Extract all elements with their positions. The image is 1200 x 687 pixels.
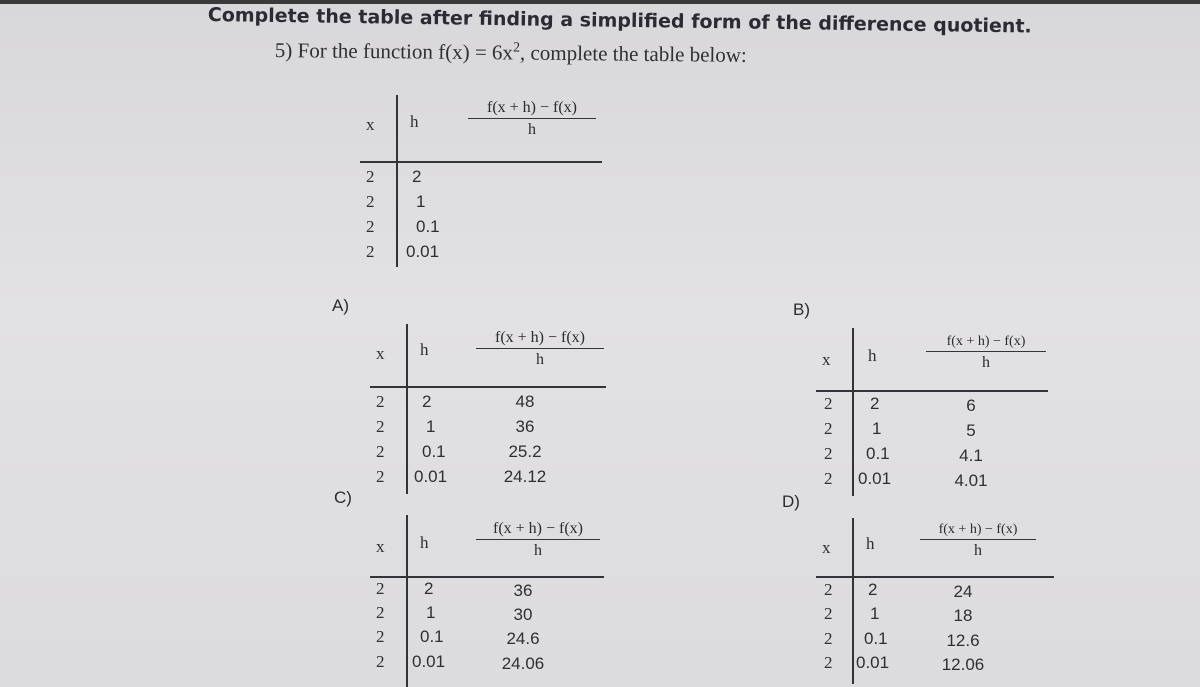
dq-value: 36	[515, 417, 535, 436]
x-value: 2	[824, 394, 833, 413]
header-h: h	[410, 112, 419, 131]
column-divider	[396, 95, 398, 267]
dq-value: 12.06	[941, 655, 985, 674]
header-h: h	[420, 340, 429, 359]
dq-numerator: f(x + h) − f(x)	[476, 329, 604, 349]
x-value: 2	[824, 444, 833, 463]
top-edge-bar	[0, 0, 1200, 4]
h-value: 1	[870, 604, 880, 623]
h-value: 0.01	[412, 652, 446, 671]
dq-value: 4.1	[959, 446, 983, 465]
h-value: 1	[872, 419, 882, 438]
h-value: 0.1	[422, 442, 446, 461]
dq-value: 48	[515, 392, 535, 411]
h-value: 1	[426, 417, 436, 436]
dq-value: 18	[953, 606, 973, 625]
x-value: 2	[376, 467, 385, 486]
x-value: 2	[824, 629, 833, 648]
dq-denominator: h	[528, 121, 536, 138]
h-value: 0.01	[406, 242, 440, 261]
x-value: 2	[366, 242, 375, 261]
x-value: 2	[376, 392, 385, 411]
dq-value: 24.6	[506, 629, 540, 648]
column-divider	[852, 518, 854, 684]
dq-value: 12.6	[946, 631, 980, 650]
h-value: 0.01	[856, 653, 890, 672]
dq-numerator: f(x + h) − f(x)	[926, 334, 1046, 352]
dq-value: 30	[513, 605, 533, 624]
h-value: 2	[868, 580, 878, 599]
header-underline	[816, 576, 1054, 578]
dq-denominator: h	[974, 542, 982, 559]
column-divider	[406, 515, 408, 687]
h-value: 0.1	[420, 627, 444, 646]
x-value: 2	[824, 580, 833, 599]
option-c-label[interactable]: C)	[334, 488, 352, 507]
header-underline	[370, 576, 604, 578]
dq-denominator: h	[534, 542, 542, 559]
header-h: h	[420, 533, 429, 552]
x-value: 2	[376, 442, 385, 461]
x-value: 2	[824, 469, 833, 488]
dq-value: 24	[953, 582, 973, 601]
x-value: 2	[366, 167, 375, 186]
h-value: 2	[424, 579, 434, 598]
header-x: x	[366, 115, 375, 134]
dq-value: 36	[513, 581, 533, 600]
dq-denominator: h	[982, 354, 990, 371]
x-value: 2	[376, 579, 385, 598]
h-value: 0.1	[416, 217, 440, 236]
question-text	[275, 38, 747, 68]
h-value: 1	[416, 192, 426, 211]
header-difference-quotient	[920, 522, 1036, 560]
h-value: 0.1	[864, 629, 888, 648]
dq-value: 24.06	[501, 654, 545, 673]
header-x: x	[822, 350, 831, 369]
question-suffix: , complete the table below:	[519, 40, 747, 67]
header-underline	[370, 386, 606, 388]
question-exponent: 2	[512, 40, 521, 56]
x-value: 2	[824, 419, 833, 438]
x-value: 2	[824, 653, 833, 672]
h-value: 2	[870, 394, 880, 413]
h-value: 1	[426, 603, 436, 622]
h-value: 2	[412, 167, 422, 186]
header-h: h	[866, 534, 875, 553]
header-difference-quotient	[468, 99, 596, 139]
header-underline	[816, 390, 1048, 392]
column-divider	[406, 324, 408, 494]
x-value: 2	[824, 604, 833, 623]
dq-value: 6	[966, 396, 976, 415]
h-value: 2	[422, 392, 432, 411]
dq-numerator: f(x + h) − f(x)	[920, 522, 1036, 540]
header-difference-quotient	[476, 520, 600, 560]
x-value: 2	[366, 217, 375, 236]
header-x: x	[822, 538, 831, 557]
option-b-label[interactable]: B)	[793, 300, 810, 319]
header-difference-quotient	[476, 329, 604, 369]
dq-value: 24.12	[503, 467, 547, 486]
header-difference-quotient	[926, 334, 1046, 372]
option-a-label[interactable]: A)	[332, 296, 349, 315]
h-value: 0.01	[414, 467, 448, 486]
dq-numerator: f(x + h) − f(x)	[468, 99, 596, 119]
instruction-title: Complete the table after finding a simplified form of the difference quotient.	[207, 4, 1032, 38]
x-value: 2	[376, 652, 385, 671]
header-x: x	[376, 537, 385, 556]
h-value: 0.01	[858, 469, 892, 488]
x-value: 2	[366, 192, 375, 211]
dq-value: 5	[966, 421, 976, 440]
option-d-label[interactable]: D)	[782, 492, 800, 511]
question-prefix: 5) For the function f(x) = 6x	[274, 38, 514, 65]
column-divider	[852, 328, 854, 496]
dq-value: 25.2	[508, 442, 542, 461]
h-value: 0.1	[866, 444, 890, 463]
dq-numerator: f(x + h) − f(x)	[476, 520, 600, 540]
x-value: 2	[376, 603, 385, 622]
x-value: 2	[376, 417, 385, 436]
header-x: x	[376, 344, 385, 363]
dq-value: 4.01	[954, 471, 988, 490]
header-h: h	[868, 346, 877, 365]
x-value: 2	[376, 627, 385, 646]
header-underline	[360, 161, 602, 163]
dq-denominator: h	[536, 351, 544, 368]
